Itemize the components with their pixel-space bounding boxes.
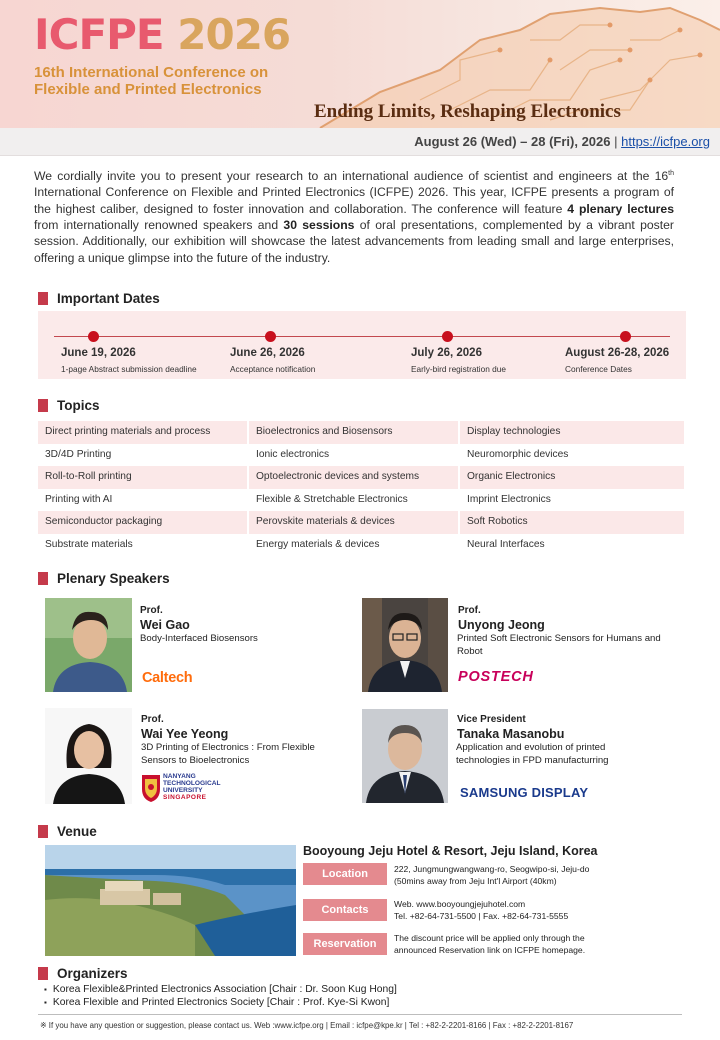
topic-cell: Neuromorphic devices xyxy=(467,448,569,460)
speaker-photo xyxy=(45,708,132,804)
location-button[interactable]: Location xyxy=(303,863,387,885)
topic-cell: Soft Robotics xyxy=(460,511,684,534)
slogan: Ending Limits, Reshaping Electronics xyxy=(314,101,621,122)
speaker-topic: Application and evolution of printed technologies in FPD manufacturring xyxy=(456,742,609,766)
venue-name: Booyoung Jeju Hotel & Resort, Jeju Island, Korea xyxy=(303,844,598,858)
timeline-dot xyxy=(265,331,276,342)
speaker-name: Unyong Jeong xyxy=(458,618,545,632)
header-banner xyxy=(0,0,720,128)
section-marker-icon xyxy=(38,825,48,838)
timeline-dot xyxy=(620,331,631,342)
speaker-topic: Printed Soft Electronic Sensors for Humans and Robot xyxy=(457,633,661,657)
contacts-button[interactable]: Contacts xyxy=(303,899,387,921)
organizers-list xyxy=(44,983,397,1009)
topic-cell: Substrate materials xyxy=(45,538,133,550)
topic-cell: Printing with AI xyxy=(45,493,113,505)
table-row xyxy=(38,421,686,444)
topic-cell: Roll-to-Roll printing xyxy=(38,466,247,489)
ntu-logo xyxy=(141,773,221,808)
venue-location: 222, Jungmungwangwang-ro, Seogwipo-si, Jeju-do (50mins away from Jeju Int'l Airport (40km) xyxy=(394,864,590,886)
date-bar: August 26 (Wed) – 28 (Fri), 2026 | https://icfpe.org xyxy=(0,128,720,156)
topic-cell: 3D/4D Printing xyxy=(45,448,112,460)
venue-contacts: Web. www.booyoungjejuhotel.com Tel. +82-64-731-5500 | Fax. +82-64-731-5555 xyxy=(394,899,569,921)
caltech-logo: Caltech xyxy=(142,670,193,686)
topic-cell: Flexible & Stretchable Electronics xyxy=(256,493,408,505)
list-item: ▪ Korea Flexible and Printed Electronics Society [Chair : Prof. Kye-Si Kwon] xyxy=(44,996,397,1009)
date-desc: 1-page Abstract submission deadline xyxy=(61,364,197,374)
reservation-button[interactable]: Reservation xyxy=(303,933,387,955)
topic-cell: Display technologies xyxy=(460,421,684,444)
topic-cell: Imprint Electronics xyxy=(467,493,551,505)
timeline-line xyxy=(54,336,670,337)
section-title-topics: Topics xyxy=(38,398,100,413)
postech-logo: POSTECH xyxy=(458,669,534,685)
table-row xyxy=(38,466,686,489)
speaker-name: Wai Yee Yeong xyxy=(141,727,229,741)
topic-cell: Semiconductor packaging xyxy=(38,511,247,534)
conference-logo: ICFPE 2026 xyxy=(34,10,291,59)
conference-subtitle: 16th International Conference on Flexible and Printed Electronics xyxy=(34,64,269,98)
topic-cell: Ionic electronics xyxy=(256,448,330,460)
speaker-title: Prof. xyxy=(458,605,481,616)
section-title-organizers: Organizers xyxy=(38,966,128,981)
topic-cell: Optoelectronic devices and systems xyxy=(249,466,458,489)
section-title-venue: Venue xyxy=(38,824,97,839)
speaker-photo xyxy=(362,709,448,803)
website-link[interactable]: https://icfpe.org xyxy=(621,134,710,149)
section-marker-icon xyxy=(38,572,48,585)
section-marker-icon xyxy=(38,967,48,980)
conference-date: August 26 (Wed) – 28 (Fri), 2026 xyxy=(414,134,611,149)
date-item: June 26, 2026 xyxy=(230,347,305,359)
table-row xyxy=(38,444,686,467)
topics-table xyxy=(38,421,686,557)
speaker-photo xyxy=(362,598,448,692)
section-title-dates: Important Dates xyxy=(38,291,160,306)
speaker-name: Wei Gao xyxy=(140,618,190,632)
intro-paragraph: We cordially invite you to present your research to an international audience of scientist and engineers at the 16th International Conference on Flexible and Printed Electronics (ICFPE) 2026. This year, ICFPE presents a program of the highest caliber, designed to foster innovation and collaboration. The conference will feature 4 plenary lectures from internationally renowned speakers and 30 sessions of oral presentations, complemented by a vibrant poster session. Additionally, our exhibition will showcase the latest advancements from leading small and large enterprises, offering a unique glimpse into the future of the industry. xyxy=(34,169,674,265)
timeline-dot xyxy=(88,331,99,342)
topic-cell: Direct printing materials and process xyxy=(38,421,247,444)
date-item: August 26-28, 2026 xyxy=(565,347,670,359)
dates-timeline xyxy=(38,311,686,379)
ntu-wordmark: NANYANG TECHNOLOGICAL UNIVERSITY SINGAPORE xyxy=(163,773,221,801)
date-desc: Early-bird registration due xyxy=(411,364,506,374)
speaker-topic: Body-Interfaced Biosensors xyxy=(140,633,258,644)
date-item: July 26, 2026 xyxy=(411,347,482,359)
venue-reservation: The discount price will be applied only through the announced Reservation link on ICFPE homepage. xyxy=(394,933,586,955)
topic-cell: Perovskite materials & devices xyxy=(249,511,458,534)
table-row xyxy=(38,534,686,557)
table-row xyxy=(38,489,686,512)
table-row xyxy=(38,511,686,534)
ntu-crest-icon xyxy=(141,773,161,803)
venue-photo xyxy=(45,845,296,956)
date-desc: Conference Dates xyxy=(565,364,632,374)
speaker-title: Prof. xyxy=(141,714,164,725)
section-title-speakers: Plenary Speakers xyxy=(38,571,170,586)
topic-cell: Organic Electronics xyxy=(460,466,684,489)
speaker-title: Vice President xyxy=(457,714,526,725)
speaker-topic: 3D Printing of Electronics : From Flexible Sensors to Bioelectronics xyxy=(141,742,315,766)
list-item: ▪ Korea Flexible&Printed Electronics Association [Chair : Dr. Soon Kug Hong] xyxy=(44,983,397,996)
samsung-display-logo: SAMSUNG DISPLAY xyxy=(460,785,589,800)
speaker-title: Prof. xyxy=(140,605,163,616)
topic-cell: Bioelectronics and Biosensors xyxy=(249,421,458,444)
footer-divider xyxy=(38,1014,682,1015)
timeline-dot xyxy=(442,331,453,342)
footer-contact: ※ If you have any question or suggestion, please contact us. Web :www.icfpe.org | Email : icfpe@kpe.kr | Tel : +82-2-2201-8166 | Fax : +82-2-2201-8167 xyxy=(40,1021,574,1030)
speaker-name: Tanaka Masanobu xyxy=(457,727,565,741)
topic-cell: Neural Interfaces xyxy=(467,538,545,550)
topic-cell: Energy materials & devices xyxy=(256,538,380,550)
date-item: June 19, 2026 xyxy=(61,347,136,359)
date-desc: Acceptance notification xyxy=(230,364,316,374)
section-marker-icon xyxy=(38,399,48,412)
section-marker-icon xyxy=(38,292,48,305)
speaker-photo xyxy=(45,598,132,692)
